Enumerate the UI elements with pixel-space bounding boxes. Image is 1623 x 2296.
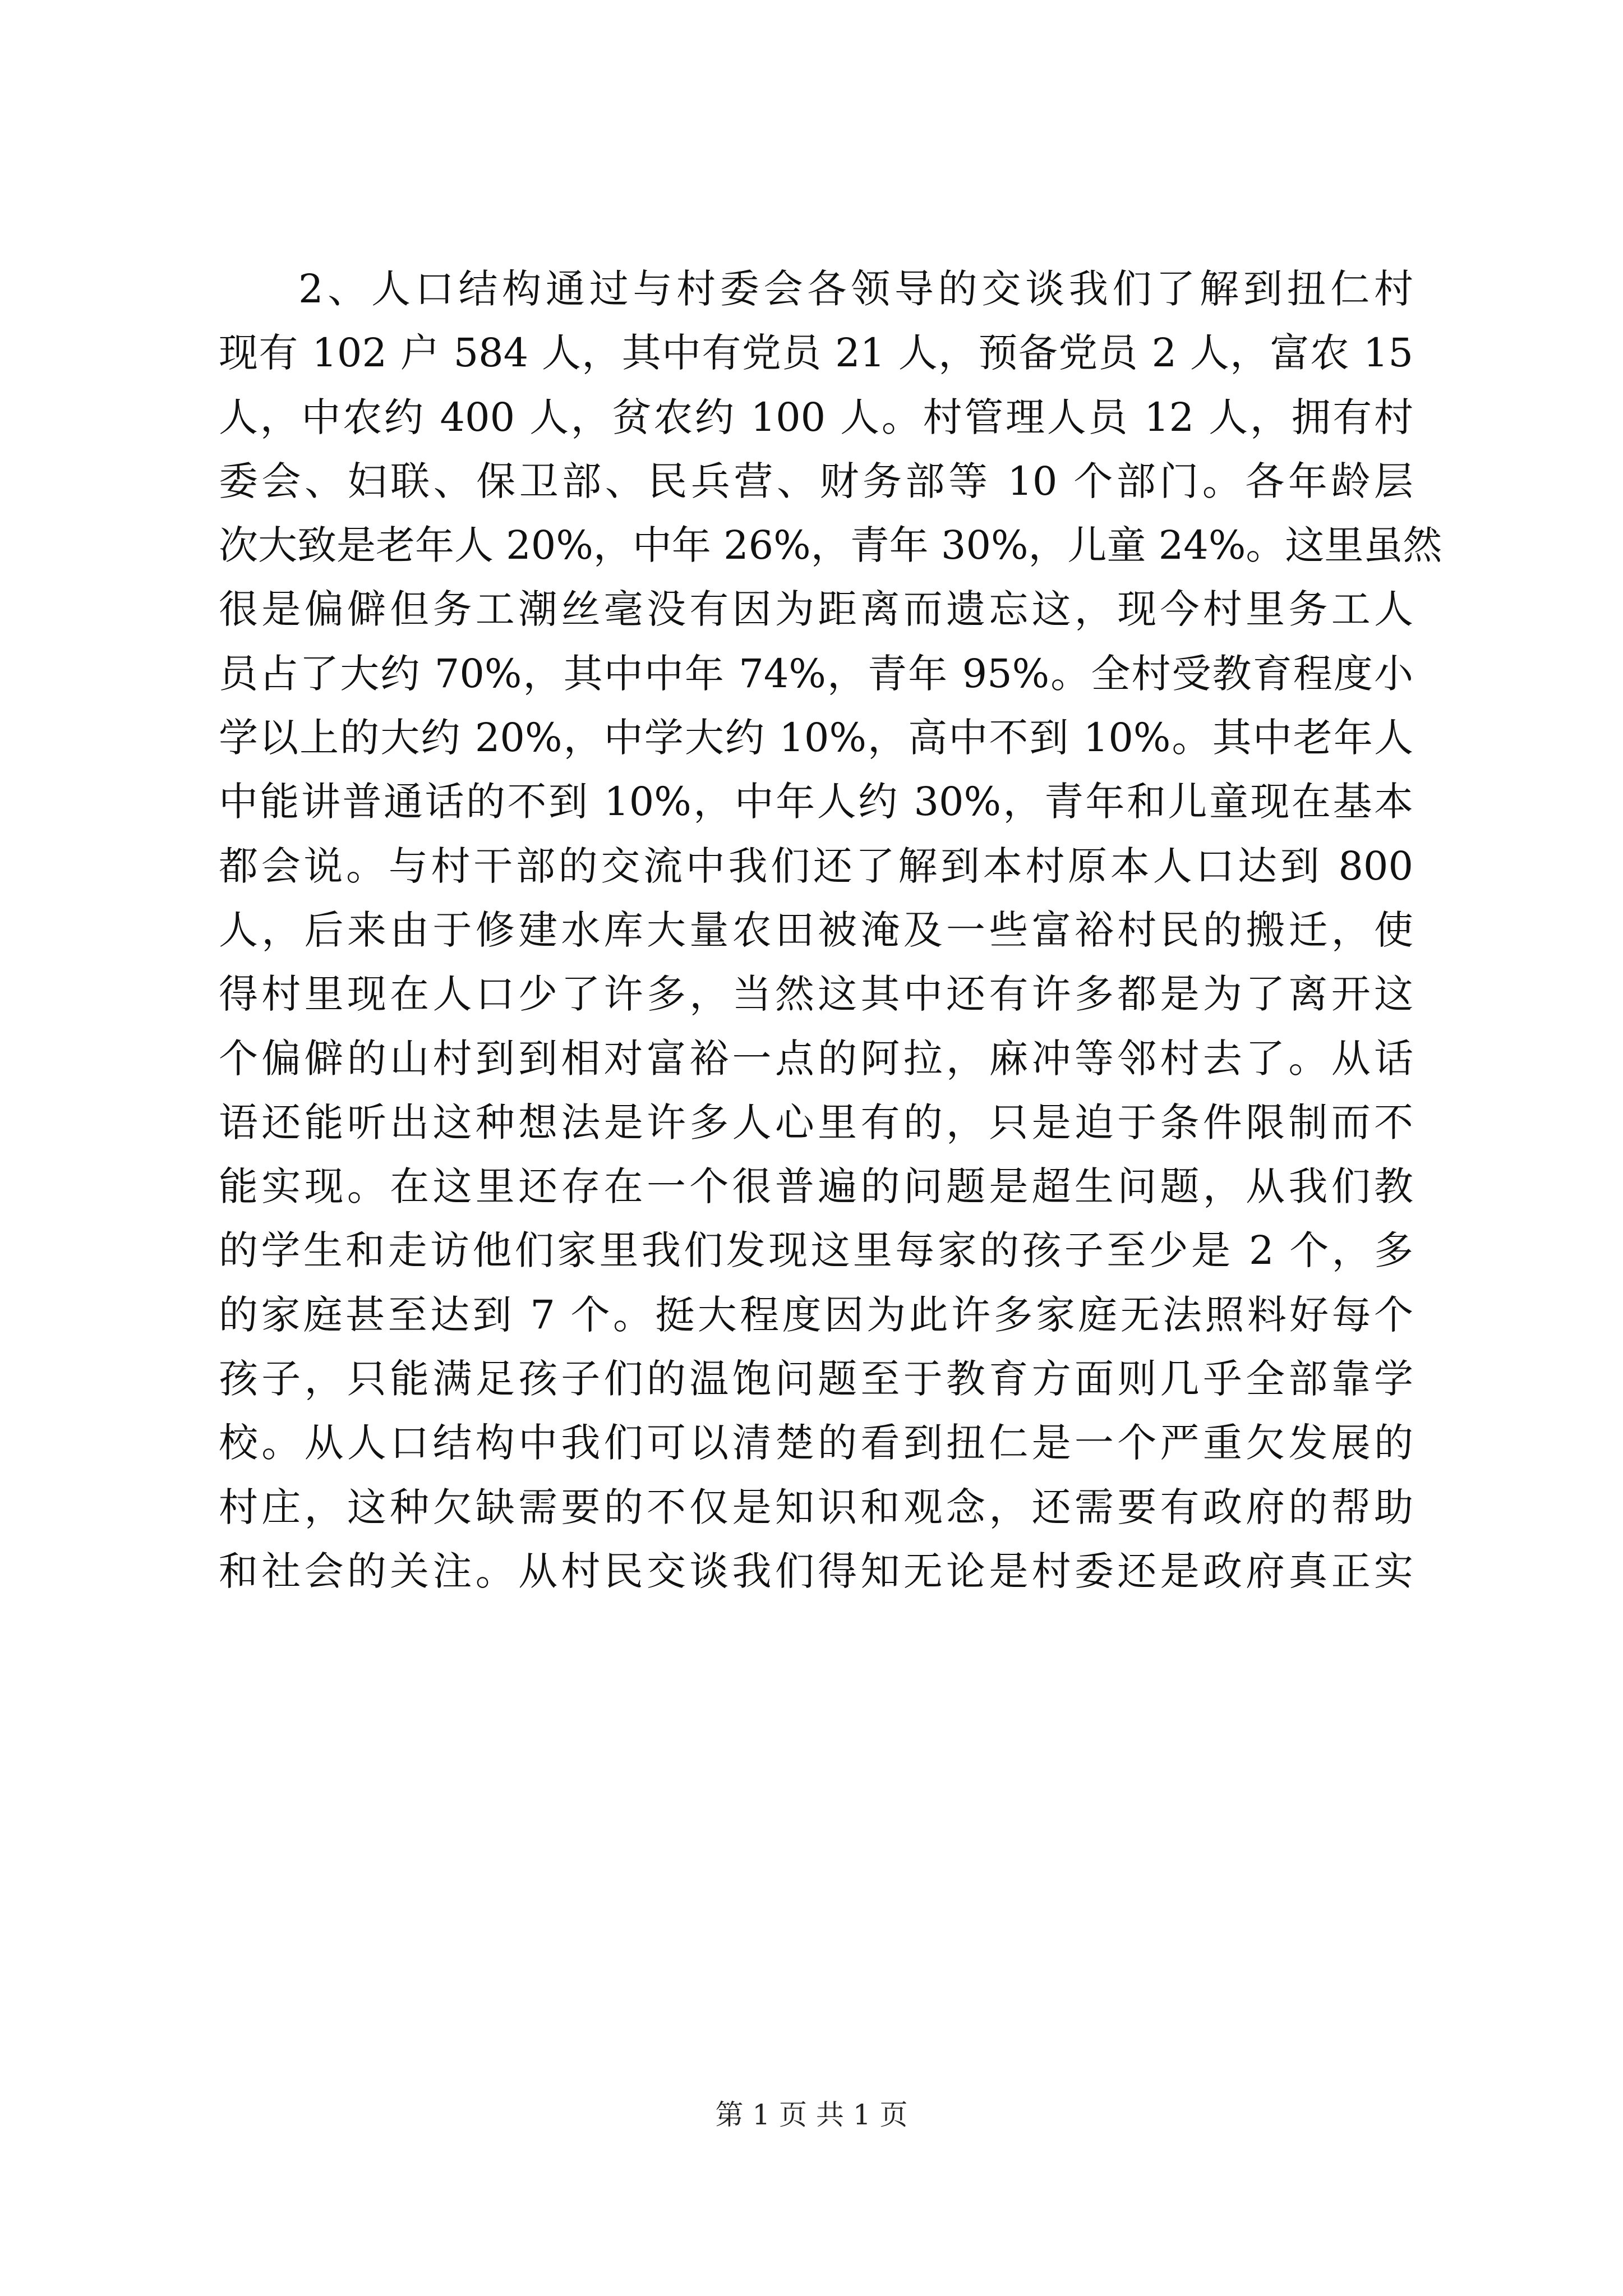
paragraph-line: 2、人口结构通过与村委会各领导的交谈我们了解到扭仁村 xyxy=(298,266,1413,312)
paragraph-line: 的家庭甚至达到 7 个。挺大程度因为此许多家庭无法照料好每个 xyxy=(219,1291,1413,1338)
paragraph-line: 语还能听出这种想法是许多人心里有的，只是迫于条件限制而不 xyxy=(219,1099,1413,1145)
page-footer: 第 1 页 共 1 页 xyxy=(715,2099,908,2131)
paragraph-line: 中能讲普通话的不到 10%，中年人约 30%，青年和儿童现在基本 xyxy=(219,779,1413,825)
paragraph-line: 都会说。与村干部的交流中我们还了解到本村原本人口达到 800 xyxy=(219,843,1413,889)
paragraph-line: 的学生和走访他们家里我们发现这里每家的孩子至少是 2 个，多 xyxy=(219,1227,1413,1274)
paragraph-line: 个偏僻的山村到到相对富裕一点的阿拉，麻冲等邻村去了。从话 xyxy=(219,1035,1413,1082)
paragraph-line: 员占了大约 70%，其中中年 74%，青年 95%。全村受教育程度小 xyxy=(219,650,1413,697)
paragraph-line: 人，后来由于修建水库大量农田被淹及一些富裕村民的搬迁，使 xyxy=(219,907,1413,953)
body-paragraph xyxy=(219,257,1442,1603)
paragraph-line: 校。从人口结构中我们可以清楚的看到扭仁是一个严重欠发展的 xyxy=(219,1420,1413,1466)
paragraph-line: 和社会的关注。从村民交谈我们得知无论是村委还是政府真正实 xyxy=(219,1548,1413,1594)
paragraph-line: 孩子，只能满足孩子们的温饱问题至于教育方面则几乎全部靠学 xyxy=(219,1356,1413,1402)
paragraph-line: 人，中农约 400 人，贫农约 100 人。村管理人员 12 人，拥有村 xyxy=(219,394,1413,440)
paragraph-line: 村庄，这种欠缺需要的不仅是知识和观念，还需要有政府的帮助 xyxy=(219,1484,1413,1530)
paragraph-line: 现有 102 户 584 人，其中有党员 21 人，预备党员 2 人，富农 15 xyxy=(219,330,1413,376)
paragraph-line: 能实现。在这里还存在一个很普遍的问题是超生问题，从我们教 xyxy=(219,1163,1413,1210)
paragraph-line: 得村里现在人口少了许多，当然这其中还有许多都是为了离开这 xyxy=(219,971,1413,1018)
paragraph-line: 很是偏僻但务工潮丝毫没有因为距离而遗忘这，现今村里务工人 xyxy=(219,586,1413,633)
paragraph-line: 委会、妇联、保卫部、民兵营、财务部等 10 个部门。各年龄层 xyxy=(219,458,1413,504)
paragraph-line: 次大致是老年人 20%，中年 26%，青年 30%，儿童 24%。这里虽然 xyxy=(219,522,1442,569)
paragraph-line: 学以上的大约 20%，中学大约 10%，高中不到 10%。其中老年人 xyxy=(219,715,1413,761)
